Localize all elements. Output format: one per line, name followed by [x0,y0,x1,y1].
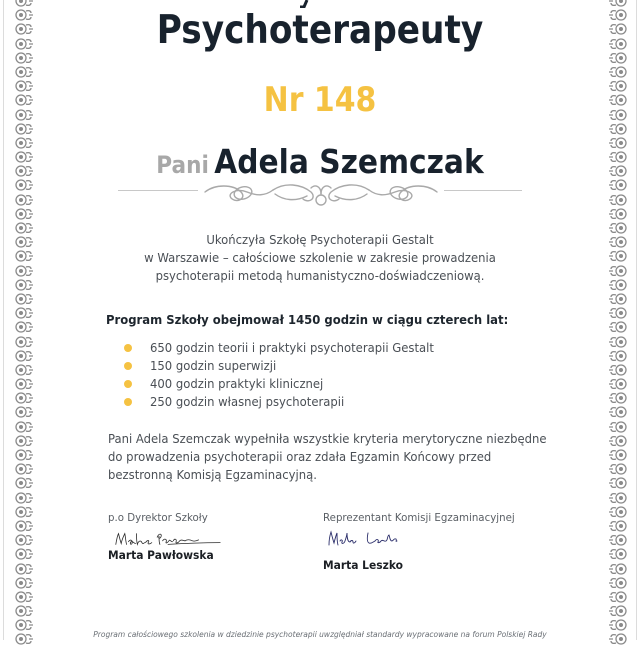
page-edge-left [3,0,4,640]
list-item [120,357,455,375]
list-item [120,393,455,411]
ornamental-border-left-icon [13,0,35,640]
signature-block-commission [323,511,529,572]
intro-line: Ukończyła Szkołę Psychoterapii Gestalt [206,232,434,247]
list-item-text: 400 godzin praktyki klinicznej [150,376,324,391]
bullet-dot-icon [124,344,132,352]
program-list [120,339,455,411]
flourish-divider-icon [203,180,439,208]
criteria-line: do prowadzenia psychoterapii oraz zdała Egzamin Końcowy przed [108,449,492,464]
criteria-statement [108,430,554,484]
divider-line-right [444,190,522,191]
list-item-text: 250 godzin własnej psychoterapii [150,394,345,409]
name-divider [118,180,522,210]
list-item [120,339,455,357]
criteria-line: Pani Adela Szemczak wypełniła wszystkie kryteria merytoryczne niezbędne [108,431,547,446]
bullet-dot-icon [124,362,132,370]
certificate-number: Nr 148 [263,80,377,120]
list-item [120,375,455,393]
divider-line-left [118,190,198,191]
title-descender-fragment [298,0,310,8]
signature-role: p.o Dyrektor Szkoły [108,511,208,524]
recipient-line [32,142,608,181]
footnote: Program całościowego szkolenia w dziedzinie psychoterapii uwzględniał standardy wypracowane na forum Polskiej Rady [93,630,547,639]
certificate-title: Psychoterapeuty [156,8,484,53]
list-item-text: 650 godzin teorii i praktyki psychoterapii Gestalt [150,340,434,355]
bullet-dot-icon [124,380,132,388]
intro-line: w Warszawie – całościowe szkolenie w zakresie prowadzenia [144,250,496,265]
handwritten-signature-icon [323,530,403,548]
signature-block-director [108,511,228,562]
list-item-text: 150 godzin superwizji [150,358,277,373]
handwritten-signature-icon [108,530,228,548]
bullet-dot-icon [124,398,132,406]
signatory-name: Marta Pawłowska [108,548,214,562]
signature-role: Reprezentant Komisji Egzaminacyjnej [323,511,515,524]
recipient-name: Adela Szemczak [214,142,484,181]
ornamental-border-right-icon [607,0,629,640]
page-edge-right [636,0,637,640]
signatory-name: Marta Leszko [323,558,404,572]
recipient-prefix: Pani [156,151,209,179]
program-heading: Program Szkoły obejmował 1450 godzin w ciągu czterech lat: [106,312,509,327]
intro-line: psychoterapii metodą humanistyczno-doświadczeniową. [155,268,485,283]
completion-statement [115,231,524,285]
criteria-line: bezstronną Komisją Egzaminacyjną. [108,467,317,482]
